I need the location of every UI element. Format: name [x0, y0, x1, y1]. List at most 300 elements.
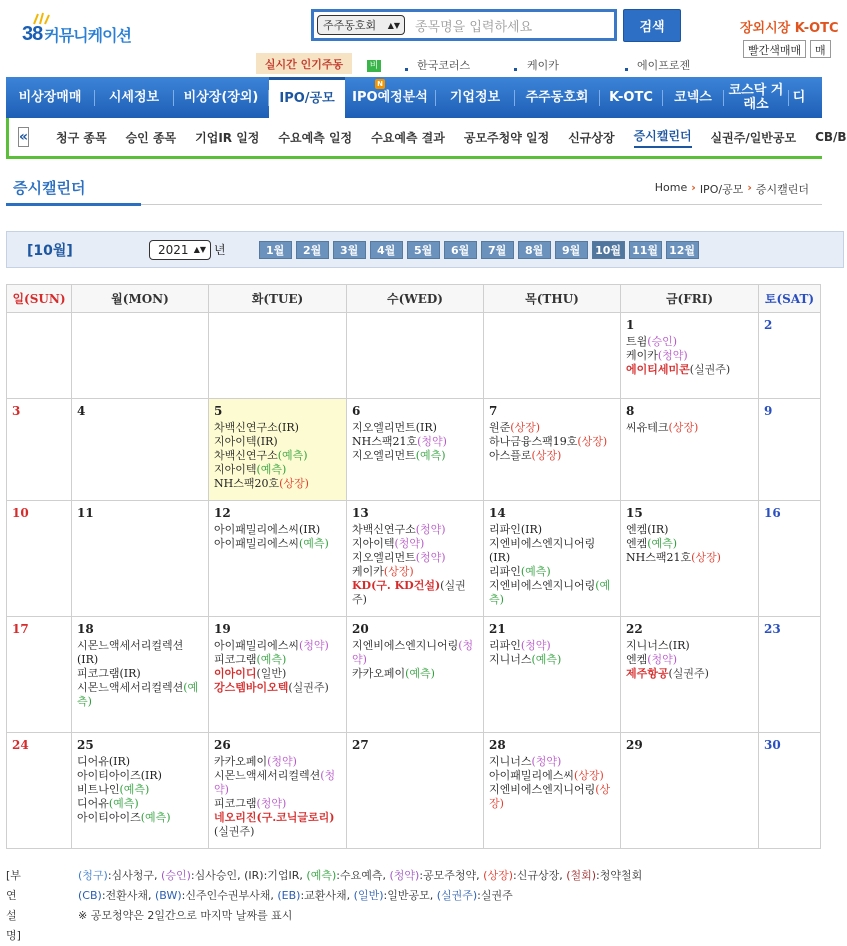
event-company: 이아이디: [214, 667, 257, 680]
calendar-week-row: [7, 733, 821, 849]
event-company: 엔켐: [626, 653, 648, 666]
legend-segment: :일반공모,: [383, 889, 437, 902]
calendar-event[interactable]: [214, 463, 341, 477]
calendar-event[interactable]: [214, 421, 341, 435]
calendar-event[interactable]: [352, 537, 478, 551]
header-mon: 월(MON): [72, 285, 209, 313]
legend-note: ※ 공모청약은 2일간으로 마지막 날짜를 표시: [78, 909, 293, 922]
calendar-event[interactable]: [489, 523, 615, 537]
legend-segment: (실권주): [436, 889, 478, 902]
event-tag: (청약): [531, 755, 562, 768]
hot-item[interactable]: 케이카: [527, 59, 559, 72]
title-underline: [6, 203, 141, 206]
calendar-event[interactable]: [214, 653, 341, 667]
calendar-event[interactable]: [77, 639, 203, 667]
logo-text: 커뮤니케이션: [44, 25, 131, 45]
calendar-event[interactable]: [214, 449, 341, 463]
breadcrumb-current: 증시캘린더: [755, 183, 809, 196]
market-calendar: [6, 284, 821, 849]
sub-nav: [6, 118, 847, 159]
month-buttons: [259, 241, 703, 259]
event-tag: (IR): [256, 435, 278, 448]
day-number: 18: [77, 622, 94, 636]
event-tag: (청약): [214, 769, 336, 796]
event-company: 지오엘리먼트: [352, 449, 416, 462]
breadcrumb-home[interactable]: Home: [654, 181, 688, 194]
calendar-event[interactable]: [626, 335, 753, 349]
calendar-event[interactable]: [489, 435, 615, 449]
header-sat: 토(SAT): [759, 285, 821, 313]
legend-segment: (청약): [389, 869, 420, 882]
main-nav: [6, 77, 822, 118]
event-tag: (청약): [256, 797, 287, 810]
calendar-day-cell: [7, 617, 72, 733]
calendar-event[interactable]: [489, 449, 615, 463]
calendar-event[interactable]: [77, 681, 203, 709]
header-thu: 목(THU): [484, 285, 621, 313]
legend-segment: :신주인수권부사채,: [181, 889, 278, 902]
event-company: 트윔: [626, 335, 648, 348]
calendar-event[interactable]: [626, 349, 753, 363]
event-company: 디어유: [77, 755, 109, 768]
event-company: KD(구. KD건설): [352, 579, 441, 592]
event-tag: (예측): [277, 449, 308, 462]
nav-item-konex[interactable]: 코넥스: [674, 89, 712, 105]
breadcrumb: [655, 181, 809, 197]
legend-segment: (일반): [353, 889, 384, 902]
calendar-day-cell: [484, 617, 621, 733]
day-number: 17: [12, 622, 29, 636]
nav-item-company-info[interactable]: 기업정보: [449, 89, 501, 105]
tab-forecast-result[interactable]: 수요예측 결과: [371, 130, 445, 145]
calendar-event[interactable]: [214, 435, 341, 449]
calendar-event[interactable]: [214, 639, 341, 653]
day-number: 13: [352, 506, 369, 520]
month-button[interactable]: 10월: [592, 241, 625, 259]
month-button[interactable]: 6월: [444, 241, 477, 259]
hot-item[interactable]: 한국코러스: [417, 59, 471, 72]
year-value: 2021: [158, 242, 189, 257]
month-button[interactable]: 11월: [629, 241, 662, 259]
nav-item-otc[interactable]: 비상장(장외): [183, 89, 259, 105]
event-tag: (승인): [647, 335, 678, 348]
page-title: 증시캘린더: [13, 179, 86, 197]
calendar-day-cell: [759, 617, 821, 733]
calendar-event[interactable]: [352, 435, 478, 449]
calendar-day-cell: [621, 733, 759, 849]
day-number: 8: [626, 404, 635, 418]
event-tag: (상장): [574, 769, 604, 782]
nav-item-label: IPO예정분석: [352, 89, 428, 105]
event-company: 카카오페이: [352, 667, 406, 680]
tab-ir-schedule[interactable]: 기업IR 일정: [195, 130, 260, 145]
event-company: 제주항공: [626, 667, 669, 680]
event-company: 리파인: [489, 565, 521, 578]
event-tag: (청약): [657, 349, 688, 362]
event-company: 아이티아이즈: [77, 811, 141, 824]
calendar-day-cell: [72, 733, 209, 849]
legend-segment: (청구): [78, 869, 108, 882]
search-category-value: 주주동호회: [323, 19, 377, 32]
event-tag: (실권주): [288, 681, 329, 694]
site-logo[interactable]: [22, 14, 131, 54]
legend-segment: :공모주청약,: [419, 869, 484, 882]
event-tag: (IR): [299, 523, 321, 536]
day-number: 24: [12, 738, 29, 752]
event-company: 지아이텍: [214, 463, 257, 476]
calendar-event[interactable]: [626, 363, 753, 377]
legend-segment: :청약철회: [596, 869, 643, 882]
event-tag: (청약): [299, 639, 329, 652]
calendar-event[interactable]: [489, 421, 615, 435]
event-company: 에이티세미콘: [626, 363, 690, 376]
calendar-event[interactable]: [489, 579, 615, 607]
tab-subscription-schedule[interactable]: 공모주청약 일정: [463, 130, 550, 145]
day-number: 22: [626, 622, 643, 636]
calendar-day-cell: [347, 617, 484, 733]
event-tag: (청약): [267, 755, 297, 768]
calendar-week-row: [7, 617, 821, 733]
search-input[interactable]: 종목명을 입력하세요: [415, 19, 533, 35]
event-company: 원준: [489, 421, 511, 434]
day-number: 14: [489, 506, 506, 520]
month-selector-bar: [6, 231, 844, 268]
event-tag: (예측): [647, 537, 678, 550]
tab-rights-offering[interactable]: 실권주/일반공모: [710, 130, 797, 145]
calendar-event[interactable]: [626, 421, 753, 435]
tab-new-listing[interactable]: 신규상장: [568, 130, 615, 145]
event-company: 리파인: [489, 523, 521, 536]
event-tag: (IR): [489, 551, 511, 564]
event-tag: (상장): [691, 551, 721, 564]
event-tag: (청약): [415, 523, 446, 536]
event-tag: (IR): [140, 769, 162, 782]
calendar-week-row: [7, 501, 821, 617]
tab-claim[interactable]: 청구 종목: [56, 130, 107, 145]
nav-item-more[interactable]: 디: [792, 89, 806, 105]
calendar-event[interactable]: [214, 667, 341, 681]
calendar-day-cell: [209, 501, 347, 617]
event-company: 차백신연구소: [352, 523, 416, 536]
calendar-event[interactable]: [352, 667, 478, 681]
event-tag: (IR): [108, 755, 131, 768]
calendar-day-cell: [347, 313, 484, 399]
event-tag: (예측): [140, 811, 171, 824]
calendar-event[interactable]: [77, 783, 203, 797]
event-company: 네오리진(구.코닉글로리): [214, 811, 335, 824]
event-company: 지엔비에스엔지니어링: [489, 783, 596, 796]
legend-line: [78, 886, 838, 906]
calendar-day-cell: [621, 313, 759, 399]
title-divider: [141, 204, 822, 205]
event-tag: (예측): [119, 783, 150, 796]
calendar-event[interactable]: [352, 421, 478, 435]
day-number: 12: [214, 506, 231, 520]
month-button[interactable]: 3월: [333, 241, 366, 259]
calendar-event[interactable]: [214, 681, 341, 695]
calendar-event[interactable]: [626, 551, 753, 565]
breadcrumb-separator-icon: ›: [691, 181, 696, 194]
day-number: 26: [214, 738, 231, 752]
calendar-event[interactable]: [626, 523, 753, 537]
event-company: 시몬느액세서리컬렉션: [77, 681, 184, 694]
event-company: 피코그램: [214, 653, 257, 666]
event-company: 아이티아이즈: [77, 769, 141, 782]
tab-market-calendar[interactable]: 증시캘린더: [634, 127, 692, 148]
month-button[interactable]: 9월: [555, 241, 588, 259]
event-company: NH스팩21호: [352, 435, 418, 448]
event-tag: (예측): [415, 449, 446, 462]
event-company: 아이패밀리에스씨: [489, 769, 575, 782]
legend-segment: :기업IR,: [263, 869, 307, 882]
tab-forecast-schedule[interactable]: 수요예측 일정: [278, 130, 353, 145]
calendar-week-row: [7, 399, 821, 501]
legend-segment: (철회): [566, 869, 597, 882]
event-company: 시몬느액세서리컬렉션: [214, 769, 321, 782]
calendar-day-cell: [72, 617, 209, 733]
day-number: 2: [764, 318, 773, 332]
event-company: 엔켐: [626, 537, 648, 550]
month-button[interactable]: 4월: [370, 241, 403, 259]
calendar-event[interactable]: [489, 783, 615, 811]
nav-item-shareholders[interactable]: 주주동호회: [525, 89, 589, 105]
event-company: 지니너스: [626, 639, 669, 652]
calendar-event[interactable]: [77, 667, 203, 681]
event-tag: (청약): [394, 537, 425, 550]
legend-segment: (상장): [483, 869, 513, 882]
event-tag: (예측): [256, 653, 287, 666]
select-arrows-icon: ▲▼: [387, 20, 400, 30]
nav-item-unlisted-trade[interactable]: 비상장매매: [18, 89, 82, 105]
event-tag: (청약): [352, 639, 474, 666]
event-tag: (예측): [108, 797, 139, 810]
calendar-day-cell: [621, 501, 759, 617]
calendar-event[interactable]: [352, 449, 478, 463]
event-company: 피코그램: [214, 797, 257, 810]
calendar-event[interactable]: [352, 579, 478, 607]
event-company: 하나금융스팩19호: [489, 435, 578, 448]
header-wed: 수(WED): [347, 285, 484, 313]
legend-segment: (IR): [244, 869, 264, 882]
legend-segment: (CB): [78, 889, 102, 902]
day-number: 27: [352, 738, 369, 752]
day-number: 21: [489, 622, 506, 636]
day-number: 11: [77, 506, 94, 520]
tab-cb-bw[interactable]: CB/B: [815, 130, 847, 144]
otc-title: 장외시장 K-OTC: [740, 21, 839, 36]
trade-button[interactable]: 매: [810, 40, 831, 58]
nav-item-ipo[interactable]: IPO/공모: [269, 77, 345, 118]
breadcrumb-ipo[interactable]: IPO/공모: [699, 183, 744, 196]
calendar-day-cell: [484, 313, 621, 399]
event-company: 디어유: [77, 797, 109, 810]
search-category-select[interactable]: [317, 15, 405, 35]
calendar-day-cell: [621, 399, 759, 501]
calendar-event[interactable]: [214, 477, 341, 491]
event-company: 지엔비에스엔지니어링: [352, 639, 459, 652]
calendar-event[interactable]: [214, 537, 341, 551]
event-tag: (IR): [77, 653, 99, 666]
event-tag: (실권주): [668, 667, 709, 680]
logo-spark-icon: [32, 12, 54, 26]
event-company: 지아이텍: [214, 435, 257, 448]
event-tag: (청약): [415, 551, 446, 564]
calendar-day-cell: [484, 501, 621, 617]
calendar-event[interactable]: [214, 769, 341, 797]
legend-segment: :심사청구,: [107, 869, 162, 882]
select-arrows-icon: ▲▼: [193, 245, 206, 254]
event-company: 아스플로: [489, 449, 532, 462]
legend-segment: (예측): [306, 869, 337, 882]
day-number: 1: [626, 318, 635, 332]
event-company: 아이패밀리에스씨: [214, 537, 300, 550]
nav-item-kosdaq[interactable]: 코스닥 거래소: [728, 82, 784, 112]
calendar-event[interactable]: [626, 653, 753, 667]
calendar-week-row: [7, 313, 821, 399]
header-sun: 일(SUN): [7, 285, 72, 313]
calendar-event[interactable]: [489, 653, 615, 667]
event-tag: (상장): [489, 783, 611, 810]
day-number: 23: [764, 622, 781, 636]
event-tag: (상장): [279, 477, 309, 490]
event-tag: (청약): [647, 653, 678, 666]
legend-body: [78, 866, 838, 926]
calendar-day-cell: [209, 399, 347, 501]
calendar-event[interactable]: [214, 797, 341, 811]
calendar-day-cell: [347, 399, 484, 501]
calendar-day-cell: [7, 313, 72, 399]
event-tag: (청약): [417, 435, 447, 448]
calendar-event[interactable]: [77, 797, 203, 811]
tab-approval[interactable]: 승인 종목: [125, 130, 177, 145]
event-company: 지오엘리먼트: [352, 421, 416, 434]
month-button[interactable]: 7월: [481, 241, 514, 259]
day-number: 4: [77, 404, 86, 418]
legend-segment: (BW): [155, 889, 182, 902]
event-tag: (일반): [256, 667, 287, 680]
event-tag: (상장): [510, 421, 541, 434]
legend-segment: (승인): [161, 869, 191, 882]
search-button[interactable]: 검색: [623, 9, 681, 42]
calendar-event[interactable]: [626, 537, 753, 551]
current-month: [10월]: [27, 242, 73, 259]
calendar-event[interactable]: [489, 755, 615, 769]
event-company: NH스팩20호: [214, 477, 280, 490]
nav-item-ipo-analysis[interactable]: [345, 77, 435, 118]
event-tag: (예측): [405, 667, 435, 680]
event-tag: (청약): [520, 639, 551, 652]
legend-segment: :교환사채,: [300, 889, 354, 902]
legend-segment: :신규상장,: [513, 869, 567, 882]
day-number: 16: [764, 506, 781, 520]
calendar-event[interactable]: [352, 551, 478, 565]
event-tag: (상장): [577, 435, 608, 448]
calendar-event[interactable]: [352, 523, 478, 537]
month-button[interactable]: 5월: [407, 241, 440, 259]
event-tag: (상장): [383, 565, 414, 578]
calendar-event[interactable]: [77, 769, 203, 783]
legend-title: [부연설명]: [6, 869, 21, 942]
event-tag: (예측): [489, 579, 611, 606]
calendar-day-cell: [209, 617, 347, 733]
nav-item-kotc[interactable]: K-OTC: [609, 89, 653, 105]
legend-line: [78, 866, 838, 886]
event-company: 리파인: [489, 639, 521, 652]
day-number: 5: [214, 404, 223, 418]
calendar-event[interactable]: [77, 811, 203, 825]
calendar-event[interactable]: [77, 755, 203, 769]
event-company: 씨유테크: [626, 421, 669, 434]
calendar-event[interactable]: [214, 811, 341, 839]
event-company: 지엔비에스엔지니어링: [489, 579, 596, 592]
hot-item[interactable]: 에이프로젠: [637, 59, 691, 72]
legend-segment: :전환사채,: [101, 889, 156, 902]
day-number: 25: [77, 738, 94, 752]
header-tue: 화(TUE): [209, 285, 347, 313]
calendar-day-cell: [72, 501, 209, 617]
event-company: 강스템바이오텍: [214, 681, 289, 694]
prev-arrow-icon[interactable]: «: [19, 129, 29, 145]
calendar-day-cell: [347, 501, 484, 617]
event-tag: (상장): [668, 421, 699, 434]
month-button[interactable]: 2월: [296, 241, 329, 259]
calendar-day-cell: [7, 501, 72, 617]
event-company: 차백신연구소: [214, 449, 278, 462]
calendar-event[interactable]: [352, 639, 478, 667]
month-button[interactable]: 1월: [259, 241, 292, 259]
event-company: 지니너스: [489, 653, 532, 666]
nav-item-quotes[interactable]: 시세정보: [108, 89, 160, 105]
red-trade-button[interactable]: 빨간색매매: [743, 40, 806, 58]
calendar-day-cell: [759, 501, 821, 617]
calendar-event[interactable]: [626, 639, 753, 653]
day-number: 3: [12, 404, 21, 418]
day-number: 28: [489, 738, 506, 752]
calendar-event[interactable]: [352, 565, 478, 579]
event-tag: (상장): [531, 449, 562, 462]
day-number: 30: [764, 738, 781, 752]
event-tag: (IR): [520, 523, 543, 536]
calendar-event[interactable]: [489, 537, 615, 565]
year-select[interactable]: [149, 240, 211, 260]
day-number: 15: [626, 506, 643, 520]
event-company: 지니너스: [489, 755, 532, 768]
event-company: 지아이텍: [352, 537, 395, 550]
calendar-event[interactable]: [489, 565, 615, 579]
legend-segment: :심사승인,: [190, 869, 245, 882]
event-company: 차백신연구소: [214, 421, 278, 434]
event-company: 카카오페이: [214, 755, 268, 768]
month-button[interactable]: 8월: [518, 241, 551, 259]
calendar-event[interactable]: [489, 639, 615, 653]
logo-number: 38: [22, 22, 43, 45]
calendar-header-row: [7, 285, 821, 313]
calendar-day-cell: [759, 399, 821, 501]
calendar-event[interactable]: [214, 523, 341, 537]
event-tag: (실권주): [214, 825, 255, 838]
hot-stocks-label: 실시간 인기주동: [256, 53, 352, 74]
bullet-icon: [405, 68, 408, 71]
event-company: 지엔비에스엔지니어링: [489, 537, 596, 550]
day-number: 29: [626, 738, 643, 752]
calendar-event[interactable]: [214, 755, 341, 769]
calendar-event[interactable]: [489, 769, 615, 783]
event-tag: (예측): [520, 565, 551, 578]
event-tag: (예측): [299, 537, 329, 550]
calendar-day-cell: [209, 313, 347, 399]
calendar-event[interactable]: [626, 667, 753, 681]
month-button[interactable]: 12월: [666, 241, 699, 259]
